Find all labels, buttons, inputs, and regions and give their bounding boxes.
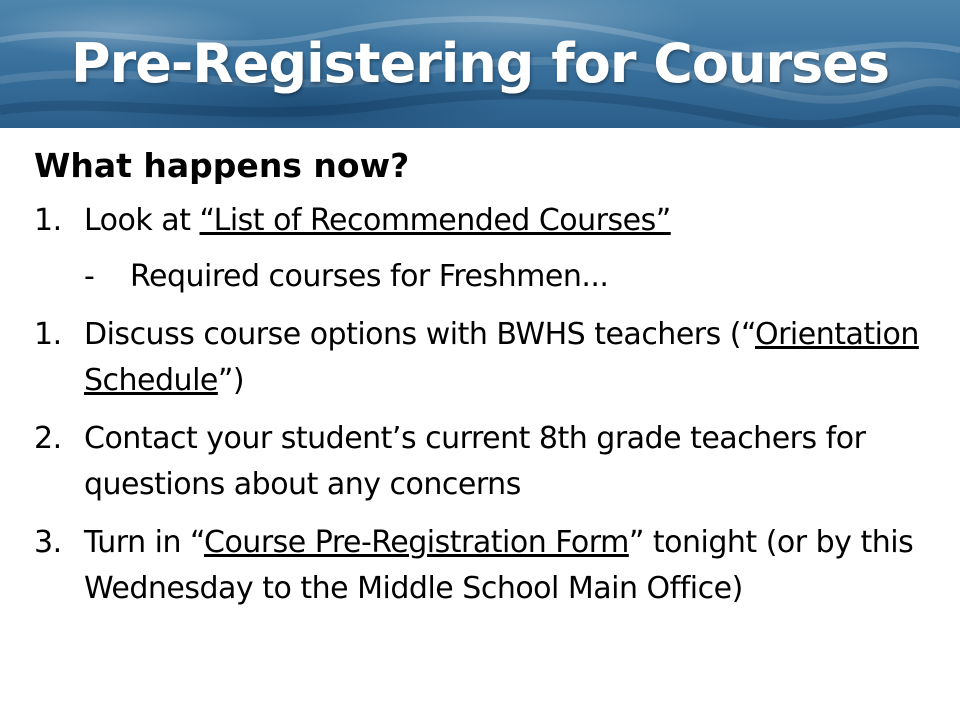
list-item — [34, 520, 934, 612]
title-banner — [0, 0, 960, 128]
list-item — [34, 198, 934, 244]
item-number: 1. — [34, 203, 62, 238]
item-text-post: ” tonight (or by this Wednesday to the Middle School Main Office) — [84, 525, 914, 606]
item-text — [84, 520, 934, 612]
list-item — [34, 416, 934, 508]
item-text-pre: Look at — [84, 203, 200, 238]
item-text-pre: Turn in “ — [84, 525, 204, 560]
sub-item — [84, 254, 934, 300]
item-text-pre: Discuss course options with BWHS teachers (“ — [84, 317, 755, 352]
item-text — [84, 312, 934, 404]
orientation-schedule-link[interactable]: Orientation Schedule — [84, 317, 919, 398]
item-text — [84, 198, 934, 244]
item-number: 2. — [34, 421, 62, 456]
slide-title: Pre-Registering for Courses — [71, 32, 889, 95]
section-heading: What happens now? — [34, 146, 410, 185]
item-text-post: ”) — [217, 363, 245, 398]
list-item — [34, 312, 934, 404]
item-text: Contact your student’s current 8th grade teachers for questions about any concerns — [84, 421, 866, 502]
recommended-courses-link[interactable]: “List of Recommended Courses” — [199, 203, 671, 238]
course-pre-registration-form-link[interactable]: Course Pre-Registration Form — [204, 525, 629, 560]
slide-content — [34, 142, 934, 624]
item-number: 3. — [34, 525, 62, 560]
sub-item-text: Required courses for Freshmen... — [130, 259, 609, 294]
sub-item-dash: - — [84, 259, 95, 294]
item-number: 1. — [34, 317, 62, 352]
